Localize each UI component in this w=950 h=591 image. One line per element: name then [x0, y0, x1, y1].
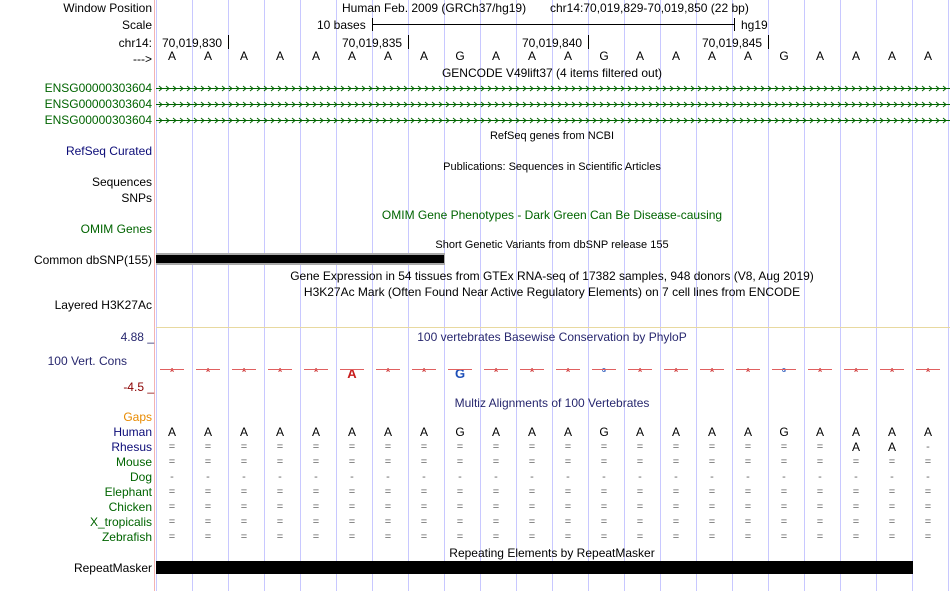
alignment-cell: = — [348, 516, 356, 528]
alignment-cell: = — [456, 501, 464, 513]
alignment-cell: G — [455, 425, 465, 439]
alignment-cell: = — [204, 486, 212, 498]
db-name: hg19 — [741, 18, 768, 32]
alignment-cell: - — [638, 471, 642, 483]
phylop-base-glyph: A — [278, 368, 282, 374]
species-label[interactable]: Human — [113, 425, 152, 439]
alignment-cell: - — [674, 471, 678, 483]
alignment-cell: = — [672, 486, 680, 498]
alignment-cell: = — [600, 441, 608, 453]
alignment-cell: = — [564, 441, 572, 453]
alignment-cell: - — [566, 471, 570, 483]
alignment-cell: = — [492, 441, 500, 453]
base-letter: A — [383, 49, 393, 63]
assembly-title: Human Feb. 2009 (GRCh37/hg19) — [342, 1, 527, 15]
alignment-cell: = — [744, 516, 752, 528]
gencode-item-label[interactable]: ENSG00000303604 — [44, 97, 152, 111]
phylop-base-glyph: A — [494, 368, 498, 374]
phylop-base-glyph: A — [674, 368, 678, 374]
species-label[interactable]: Dog — [129, 470, 152, 484]
alignment-cell: - — [422, 471, 426, 483]
scale-label: Scale — [121, 18, 152, 32]
base-letter: A — [275, 49, 285, 63]
base-letter: A — [167, 49, 177, 63]
scale-text: 10 bases — [317, 18, 366, 32]
alignment-cell: = — [672, 531, 680, 543]
alignment-cell: = — [636, 441, 644, 453]
alignment-cell: = — [780, 456, 788, 468]
alignment-cell: = — [492, 456, 500, 468]
alignment-cell: = — [528, 501, 536, 513]
alignment-cell: = — [852, 501, 860, 513]
alignment-cell: = — [564, 456, 572, 468]
alignment-cell: = — [528, 456, 536, 468]
alignment-cell: A — [851, 440, 861, 454]
alignment-cell: = — [204, 501, 212, 513]
alignment-cell: = — [816, 516, 824, 528]
alignment-cell: = — [240, 456, 248, 468]
alignment-cell: = — [384, 531, 392, 543]
dbsnp-feature-bar[interactable] — [156, 255, 444, 263]
alignment-cell: = — [744, 501, 752, 513]
alignment-cell: = — [564, 486, 572, 498]
alignment-cell: = — [744, 486, 752, 498]
alignment-cell: = — [204, 441, 212, 453]
ruler-tick — [768, 35, 769, 49]
base-letter: A — [527, 49, 537, 63]
snps-track-label[interactable]: SNPs — [121, 191, 152, 205]
alignment-cell: A — [167, 425, 177, 439]
alignment-cell: = — [384, 441, 392, 453]
alignment-cell: = — [168, 516, 176, 528]
alignment-cell: = — [888, 501, 896, 513]
ruler-tick — [588, 35, 589, 49]
alignment-cell: = — [240, 516, 248, 528]
alignment-cell: - — [890, 471, 894, 483]
phylop-base-glyph: A — [530, 368, 534, 374]
alignment-cell: = — [312, 441, 320, 453]
phylop-base-glyph: A — [638, 368, 642, 374]
sequences-track-label[interactable]: Sequences — [91, 175, 152, 189]
gencode-gene-features[interactable] — [156, 80, 950, 128]
base-letter: A — [743, 49, 753, 63]
phylop-base-glyph: A — [386, 368, 390, 374]
alignment-cell: = — [924, 501, 932, 513]
alignment-cell: - — [854, 471, 858, 483]
alignment-cell: = — [564, 516, 572, 528]
alignment-cell: = — [240, 531, 248, 543]
phylop-base-glyph: A — [422, 368, 426, 374]
alignment-cell: A — [707, 425, 717, 439]
alignment-cell: - — [278, 471, 282, 483]
phylop-base-glyph: A — [890, 368, 894, 374]
alignment-cell: = — [816, 501, 824, 513]
alignment-cell: = — [240, 441, 248, 453]
ruler-tick-label: 70,019,830 — [162, 36, 223, 50]
alignment-cell: = — [564, 501, 572, 513]
alignment-cell: = — [528, 516, 536, 528]
base-letter: A — [707, 49, 717, 63]
alignment-cell: A — [419, 425, 429, 439]
alignment-cell: = — [888, 486, 896, 498]
alignment-cell: - — [494, 471, 498, 483]
phylop-ymax-label: 4.88 _ — [120, 330, 154, 344]
alignment-cell: = — [852, 531, 860, 543]
species-label[interactable]: Mouse — [115, 455, 152, 469]
alignment-cell: = — [492, 486, 500, 498]
alignment-cell: = — [852, 516, 860, 528]
alignment-cell: - — [314, 471, 318, 483]
alignment-cell: = — [780, 441, 788, 453]
gencode-item-label[interactable]: ENSG00000303604 — [44, 113, 152, 127]
alignment-cell: = — [924, 486, 932, 498]
alignment-cell: A — [527, 425, 537, 439]
alignment-cell: - — [782, 471, 786, 483]
scale-bar — [372, 24, 734, 25]
alignment-cell: = — [528, 441, 536, 453]
alignment-cell: A — [383, 425, 393, 439]
phylop-base-glyph: A — [314, 368, 318, 374]
ruler-tick-label: 70,019,835 — [342, 36, 403, 50]
phylop-base-glyph: A — [926, 368, 930, 374]
alignment-cell: = — [276, 531, 284, 543]
alignment-cell: - — [242, 471, 246, 483]
refseq-track-label[interactable]: RefSeq Curated — [65, 144, 152, 158]
omim-track-title[interactable]: OMIM Gene Phenotypes - Dark Green Can Be Disease-causing — [381, 208, 723, 222]
alignment-cell: = — [744, 441, 752, 453]
species-label[interactable]: Chicken — [108, 500, 152, 514]
repeatmasker-track-label[interactable]: RepeatMasker — [73, 561, 152, 575]
publications-track-title[interactable]: Publications: Sequences in Scientific Articles — [443, 161, 661, 173]
alignment-cell: = — [888, 456, 896, 468]
alignment-cell: = — [708, 456, 716, 468]
alignment-cell: = — [600, 531, 608, 543]
alignment-cell: A — [851, 425, 861, 439]
gtex-track-title[interactable]: Gene Expression in 54 tissues from GTEx RNA-seq of 17382 samples, 948 donors (V8, Aug 2019) — [290, 269, 814, 283]
alignment-cell: = — [204, 516, 212, 528]
alignment-cell: = — [168, 501, 176, 513]
alignment-cell: = — [744, 531, 752, 543]
alignment-cell: = — [168, 456, 176, 468]
alignment-cell: = — [528, 531, 536, 543]
alignment-cell: = — [276, 486, 284, 498]
phylop-base-glyph: A — [746, 368, 750, 374]
alignment-cell: = — [708, 441, 716, 453]
alignment-cell: = — [492, 516, 500, 528]
alignment-cell: = — [240, 486, 248, 498]
base-letter: A — [671, 49, 681, 63]
base-letter: A — [851, 49, 861, 63]
alignment-cell: = — [348, 501, 356, 513]
base-letter: A — [491, 49, 501, 63]
omim-track-label[interactable]: OMIM Genes — [80, 222, 152, 236]
alignment-cell: = — [312, 501, 320, 513]
species-label[interactable]: Zebrafish — [101, 530, 152, 544]
alignment-cell: A — [671, 425, 681, 439]
alignment-cell: = — [492, 501, 500, 513]
alignment-cell: - — [206, 471, 210, 483]
alignment-cell: = — [780, 516, 788, 528]
alignment-cell: = — [708, 501, 716, 513]
refseq-track-title[interactable]: RefSeq genes from NCBI — [489, 130, 615, 142]
species-label[interactable]: Rhesus — [111, 440, 152, 454]
alignment-cell: = — [420, 531, 428, 543]
alignment-cell: = — [456, 456, 464, 468]
phylop-base-glyph: A — [170, 368, 174, 374]
alignment-cell: = — [528, 486, 536, 498]
alignment-cell: A — [203, 425, 213, 439]
alignment-cell: = — [816, 456, 824, 468]
phylop-track-label[interactable]: 100 Vert. Cons — [47, 354, 127, 368]
window-position-label: Window Position — [63, 1, 152, 15]
gaps-track-label[interactable]: Gaps — [123, 410, 152, 424]
phylop-base-glyph: A — [566, 368, 570, 374]
alignment-cell: = — [384, 456, 392, 468]
phylop-base-glyph: G — [454, 366, 466, 381]
phylop-base-glyph: A — [242, 368, 246, 374]
alignment-cell: = — [924, 456, 932, 468]
alignment-cell: = — [384, 501, 392, 513]
alignment-cell: - — [710, 471, 714, 483]
alignment-cell: = — [888, 531, 896, 543]
alignment-cell: = — [168, 486, 176, 498]
alignment-cell: = — [708, 486, 716, 498]
ruler-tick-label: 70,019,840 — [522, 36, 583, 50]
species-label[interactable]: X_tropicalis — [89, 515, 152, 529]
alignment-cell: - — [818, 471, 822, 483]
alignment-cell: - — [746, 471, 750, 483]
alignment-cell: = — [168, 441, 176, 453]
alignment-cell: = — [600, 456, 608, 468]
alignment-cell: = — [564, 531, 572, 543]
alignment-cell: A — [815, 425, 825, 439]
alignment-cell: A — [563, 425, 573, 439]
dbsnp-track-label[interactable]: Common dbSNP(155) — [33, 253, 152, 267]
alignment-cell: = — [672, 501, 680, 513]
alignment-cell: = — [312, 531, 320, 543]
base-letter: G — [779, 49, 789, 63]
alignment-cell: - — [602, 471, 606, 483]
alignment-cell: - — [386, 471, 390, 483]
alignment-cell: = — [312, 456, 320, 468]
alignment-cell: - — [458, 471, 462, 483]
alignment-cell: = — [384, 486, 392, 498]
alignment-cell: = — [780, 501, 788, 513]
alignment-cell: = — [348, 486, 356, 498]
alignment-cell: = — [204, 531, 212, 543]
ruler-tick — [408, 35, 409, 49]
alignment-cell: = — [816, 531, 824, 543]
alignment-cell: = — [276, 516, 284, 528]
alignment-cell: = — [780, 531, 788, 543]
base-letter: A — [419, 49, 429, 63]
alignment-cell: = — [240, 501, 248, 513]
alignment-cell: = — [636, 531, 644, 543]
alignment-cell: A — [887, 440, 897, 454]
phylop-base-glyph: A — [206, 368, 210, 374]
alignment-cell: = — [420, 516, 428, 528]
alignment-cell: = — [456, 531, 464, 543]
base-letter: A — [815, 49, 825, 63]
alignment-cell: = — [420, 456, 428, 468]
dbsnp-track-title[interactable]: Short Genetic Variants from dbSNP release 155 — [435, 239, 669, 251]
species-label[interactable]: Elephant — [104, 485, 152, 499]
scale-bar-right-cap — [734, 18, 735, 31]
alignment-cell: A — [347, 425, 357, 439]
alignment-cell: - — [926, 471, 930, 483]
base-letter: A — [887, 49, 897, 63]
base-letter: A — [347, 49, 357, 63]
alignment-cell: - — [350, 471, 354, 483]
alignment-cell: = — [852, 486, 860, 498]
alignment-cell: = — [744, 456, 752, 468]
alignment-cell: = — [600, 516, 608, 528]
alignment-cell: A — [311, 425, 321, 439]
alignment-cell: A — [923, 425, 933, 439]
alignment-cell: = — [456, 516, 464, 528]
repeatmasker-feature-bar[interactable] — [156, 561, 913, 574]
h3k27ac-track-label[interactable]: Layered H3K27Ac — [54, 298, 152, 312]
alignment-cell: = — [888, 516, 896, 528]
alignment-cell: = — [708, 531, 716, 543]
alignment-cell: = — [384, 516, 392, 528]
ruler-tick-label: 70,019,845 — [702, 36, 763, 50]
alignment-cell: = — [168, 531, 176, 543]
alignment-cell: = — [276, 441, 284, 453]
alignment-cell: A — [491, 425, 501, 439]
repeatmasker-track-title[interactable]: Repeating Elements by RepeatMasker — [449, 546, 655, 560]
phylop-ymin-label: -4.5 _ — [123, 380, 154, 394]
alignment-cell: = — [348, 531, 356, 543]
alignment-cell: = — [492, 531, 500, 543]
alignment-cell: = — [276, 456, 284, 468]
alignment-cell: = — [348, 441, 356, 453]
alignment-cell: = — [276, 501, 284, 513]
gencode-item-label[interactable]: ENSG00000303604 — [44, 81, 152, 95]
alignment-cell: A — [275, 425, 285, 439]
ruler-tick — [228, 35, 229, 49]
alignment-cell: = — [636, 501, 644, 513]
alignment-cell: A — [239, 425, 249, 439]
position-readout: chr14:70,019,829-70,019,850 (22 bp) — [550, 1, 749, 15]
phylop-base-glyph: A — [854, 368, 858, 374]
alignment-cell: = — [420, 501, 428, 513]
h3k27ac-track-title[interactable]: H3K27Ac Mark (Often Found Near Active Regulatory Elements) on 7 cell lines from ENCODE — [303, 285, 801, 299]
phylop-base-glyph: A — [818, 368, 822, 374]
alignment-cell: = — [312, 516, 320, 528]
alignment-cell: = — [636, 456, 644, 468]
alignment-cell: - — [926, 441, 930, 453]
alignment-cell: = — [672, 456, 680, 468]
base-letter: G — [455, 49, 465, 63]
alignment-cell: A — [635, 425, 645, 439]
base-letter: A — [311, 49, 321, 63]
alignment-cell: = — [708, 516, 716, 528]
alignment-cell: = — [600, 486, 608, 498]
chrom-label: chr14: — [118, 36, 152, 50]
alignment-cell: = — [456, 486, 464, 498]
alignment-cell: = — [636, 516, 644, 528]
base-letter: A — [239, 49, 249, 63]
alignment-cell: = — [420, 486, 428, 498]
alignment-cell: = — [780, 486, 788, 498]
scale-bar-left-cap — [372, 18, 373, 31]
phylop-base-glyph: A — [710, 368, 714, 374]
alignment-cell: A — [887, 425, 897, 439]
base-letter: A — [923, 49, 933, 63]
phylop-base-glyph: G — [602, 368, 606, 374]
strand-arrow-label: ---> — [133, 52, 152, 66]
phylop-base-glyph: G — [782, 368, 786, 374]
alignment-cell: = — [204, 456, 212, 468]
alignment-cell: = — [636, 486, 644, 498]
alignment-cell: = — [672, 516, 680, 528]
alignment-cell: = — [600, 501, 608, 513]
phylop-track-title[interactable]: 100 vertebrates Basewise Conservation by PhyloP — [417, 330, 687, 344]
alignment-cell: = — [672, 441, 680, 453]
alignment-cell: G — [779, 425, 789, 439]
base-letter: A — [563, 49, 573, 63]
base-letter: A — [635, 49, 645, 63]
alignment-cell: = — [924, 516, 932, 528]
alignment-cell: = — [924, 531, 932, 543]
phylop-logo-plot — [156, 362, 950, 384]
gencode-track-title[interactable]: GENCODE V49lift37 (4 items filtered out) — [441, 66, 663, 80]
alignment-cell: = — [420, 441, 428, 453]
alignment-cell: = — [816, 486, 824, 498]
alignment-cell: = — [456, 441, 464, 453]
phylop-base-glyph: A — [347, 366, 357, 381]
alignment-cell: = — [852, 456, 860, 468]
alignment-cell: - — [530, 471, 534, 483]
base-letter: A — [203, 49, 213, 63]
alignment-cell: - — [170, 471, 174, 483]
base-letter: G — [599, 49, 609, 63]
alignment-cell: A — [743, 425, 753, 439]
alignment-cell: = — [348, 456, 356, 468]
alignment-cell: G — [599, 425, 609, 439]
alignment-cell: = — [816, 441, 824, 453]
alignment-cell: = — [312, 486, 320, 498]
multiz-track-title[interactable]: Multiz Alignments of 100 Vertebrates — [454, 396, 650, 410]
